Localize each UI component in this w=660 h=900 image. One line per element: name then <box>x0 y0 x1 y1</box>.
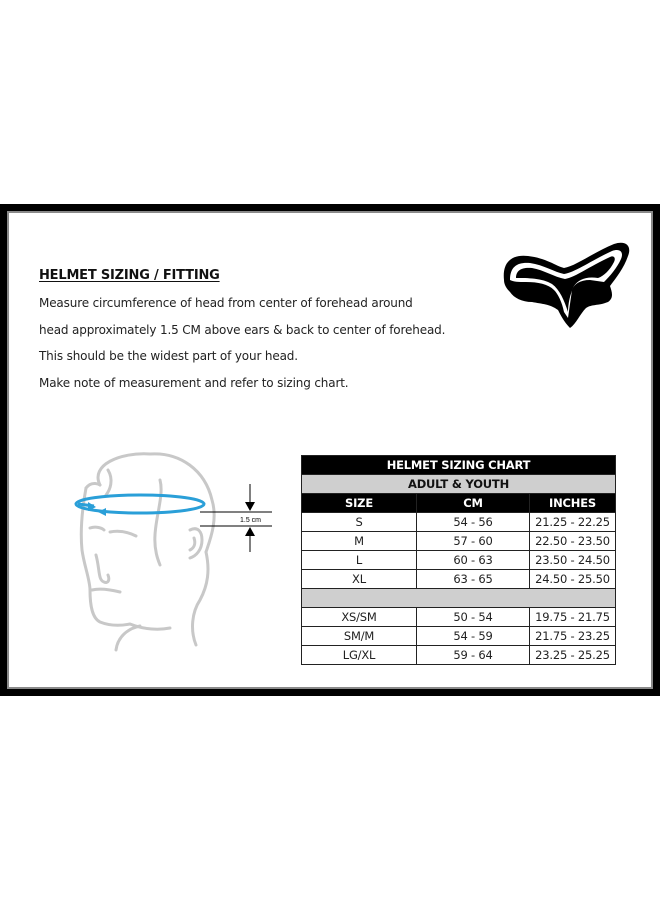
cm-cell: 59 - 64 <box>417 646 530 665</box>
column-header-inches: INCHES <box>530 494 616 513</box>
inches-cell: 21.25 - 22.25 <box>530 513 616 532</box>
inches-cell: 23.50 - 24.50 <box>530 551 616 570</box>
instruction-line-3: This should be the widest part of your head. <box>39 349 298 363</box>
cm-cell: 50 - 54 <box>417 608 530 627</box>
cm-cell: 54 - 59 <box>417 627 530 646</box>
inches-cell: 23.25 - 25.25 <box>530 646 616 665</box>
page-heading: HELMET SIZING / FITTING <box>39 268 220 283</box>
measurement-label: 1.5 cm <box>240 517 262 524</box>
chart-title: HELMET SIZING CHART <box>302 456 616 475</box>
inches-cell: 19.75 - 21.75 <box>530 608 616 627</box>
size-cell: M <box>302 532 417 551</box>
size-cell: XS/SM <box>302 608 417 627</box>
group-separator-row <box>302 589 616 608</box>
cm-cell: 63 - 65 <box>417 570 530 589</box>
inches-cell: 21.75 - 23.25 <box>530 627 616 646</box>
size-cell: SM/M <box>302 627 417 646</box>
cm-cell: 54 - 56 <box>417 513 530 532</box>
column-header-size: SIZE <box>302 494 417 513</box>
instruction-line-4: Make note of measurement and refer to sizing chart. <box>39 376 349 390</box>
cm-cell: 57 - 60 <box>417 532 530 551</box>
cm-cell: 60 - 63 <box>417 551 530 570</box>
separator-cell <box>302 589 616 608</box>
fox-head-logo-icon <box>498 232 632 332</box>
table-row <box>302 570 616 589</box>
size-cell: XL <box>302 570 417 589</box>
table-row <box>302 532 616 551</box>
table-row <box>302 513 616 532</box>
table-row <box>302 551 616 570</box>
size-cell: L <box>302 551 417 570</box>
chart-subtitle: ADULT & YOUTH <box>302 475 616 494</box>
inches-cell: 22.50 - 23.50 <box>530 532 616 551</box>
table-row <box>302 608 616 627</box>
size-cell: S <box>302 513 417 532</box>
inches-cell: 24.50 - 25.50 <box>530 570 616 589</box>
instruction-line-1: Measure circumference of head from center of forehead around <box>39 296 413 310</box>
head-measurement-illustration <box>60 440 290 670</box>
helmet-sizing-chart-table <box>301 455 616 665</box>
column-header-cm: CM <box>417 494 530 513</box>
table-row <box>302 627 616 646</box>
table-row <box>302 646 616 665</box>
size-cell: LG/XL <box>302 646 417 665</box>
instruction-line-2: head approximately 1.5 CM above ears & back to center of forehead. <box>39 323 446 337</box>
